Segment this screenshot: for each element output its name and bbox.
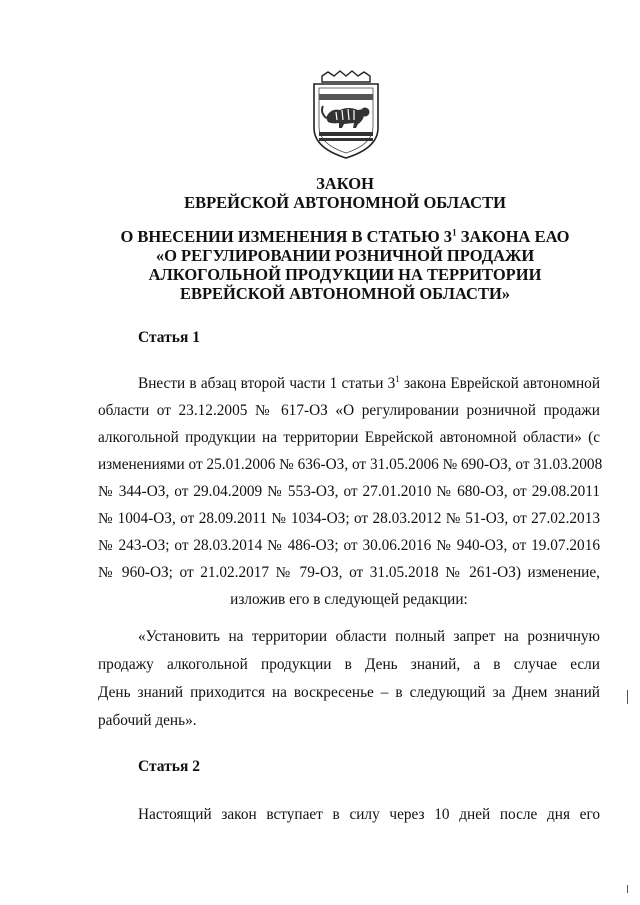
article-1-line: Внести в абзац второй части 1 статьи $3^1$ закона Еврейской автономной	[138, 373, 601, 392]
scan-edge-mark	[627, 885, 628, 893]
article-1-heading: Статья 1	[138, 329, 200, 346]
title-line-2: «О РЕГУЛИРОВАНИИ РОЗНИЧНОЙ ПРОДАЖИ	[155, 246, 535, 265]
article-1-line: № 344-ОЗ, от 29.04.2009 № 553-ОЗ, от 27.01.2010 № 680-ОЗ, от 29.08.2011	[98, 483, 600, 500]
law-heading: ЗАКОН	[316, 174, 374, 193]
law-title	[60, 227, 630, 303]
title-line-4: ЕВРЕЙСКОЙ АВТОНОМНОЙ ОБЛАСТИ»	[179, 284, 511, 303]
article-1-line: изменениями от 25.01.2006 № 636-ОЗ, от 31.05.2006 № 690-ОЗ, от 31.03.2008	[98, 456, 603, 473]
article-1-line: № 960-ОЗ; от 21.02.2017 № 79-ОЗ, от 31.05.2018 № 261-ОЗ) изменение,	[98, 564, 600, 581]
quote-line: «Установить на территории области полный запрет на розничную	[138, 628, 600, 645]
quote-line: День знаний приходится на воскресенье – в следующий за Днем знаний	[98, 684, 600, 701]
article-2-heading: Статья 2	[138, 758, 200, 775]
region-heading: ЕВРЕЙСКОЙ АВТОНОМНОЙ ОБЛАСТИ	[184, 193, 506, 212]
title-line-1: О ВНЕСЕНИИ ИЗМЕНЕНИЯ В СТАТЬЮ $3^1$ ЗАКОНА ЕАО	[120, 227, 570, 246]
title-line-3: АЛКОГОЛЬНОЙ ПРОДУКЦИИ НА ТЕРРИТОРИИ	[148, 265, 542, 284]
quote-line: продажу алкогольной продукции в День знаний, а в случае если	[98, 656, 600, 673]
scan-edge-mark	[627, 690, 628, 704]
article-1-line: № 1004-ОЗ, от 28.09.2011 № 1034-ОЗ; от 28.03.2012 № 51-ОЗ, от 27.02.2013	[98, 510, 600, 527]
article-1-line: алкогольной продукции на территории Еврейской автономной области» (с	[98, 429, 600, 446]
article-1-line: области от 23.12.2005 № 617-ОЗ «О регулировании розничной продажи	[98, 402, 600, 419]
coat-of-arms-emblem	[308, 70, 384, 160]
article-1-line: № 243-ОЗ; от 28.03.2014 № 486-ОЗ; от 30.06.2016 № 940-ОЗ, от 19.07.2016	[98, 537, 600, 554]
quote-line: рабочий день».	[98, 712, 197, 729]
article-1-line: изложив его в следующей редакции:	[230, 591, 468, 608]
article-2-line: Настоящий закон вступает в силу через 10 дней после дня его	[138, 806, 600, 823]
